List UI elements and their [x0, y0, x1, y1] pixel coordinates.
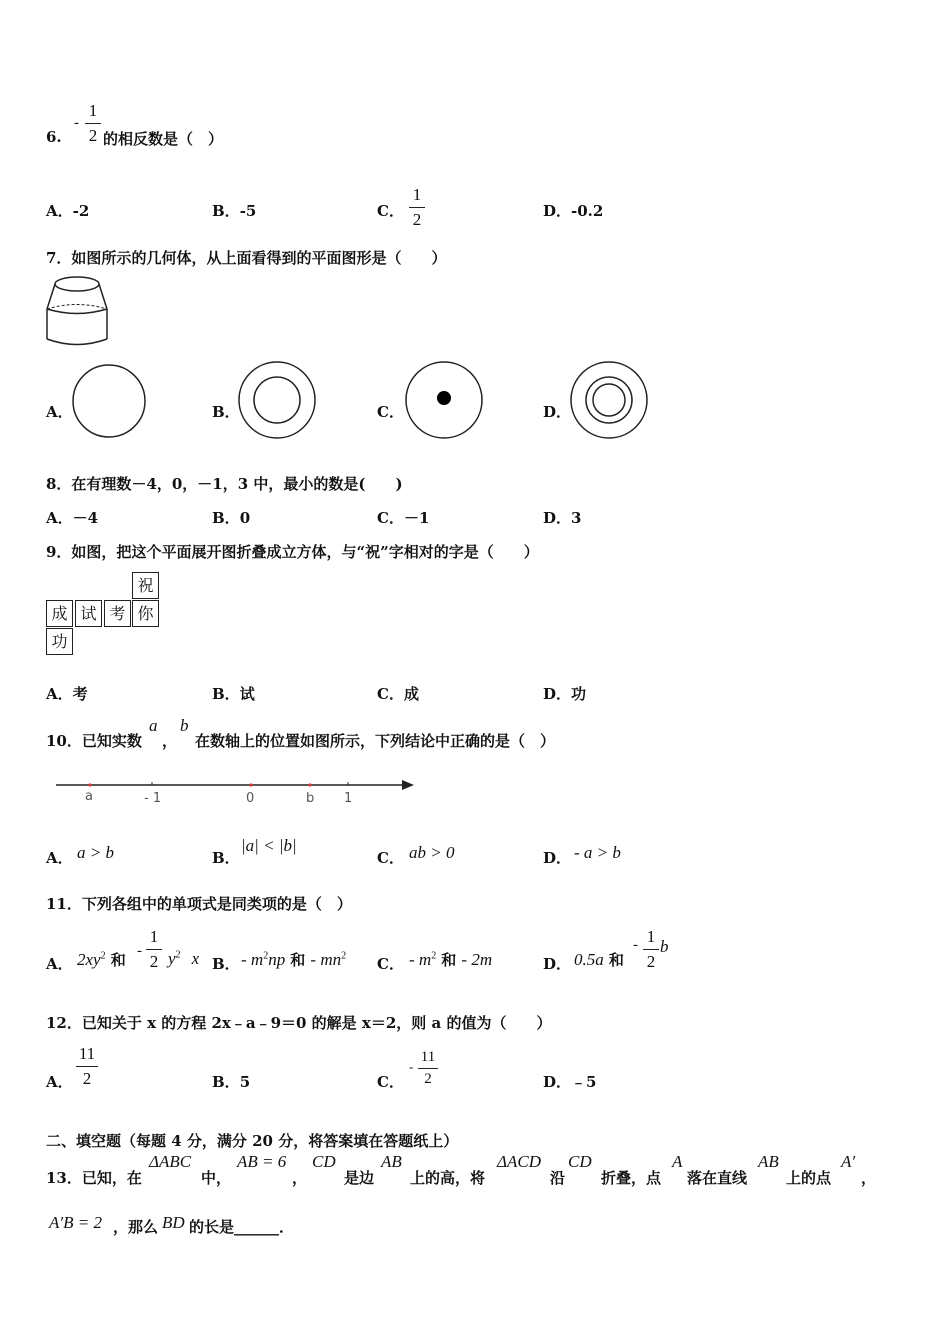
q10-number: 10．已知实数	[46, 732, 142, 750]
q10-option-b-expr[interactable]: |a| < |b|	[241, 836, 297, 855]
q8-option-b[interactable]: B．0	[212, 509, 251, 527]
q12-option-d[interactable]: D．﹣5	[543, 1073, 597, 1091]
q11-option-d-var: b	[660, 937, 669, 956]
number-line	[54, 775, 424, 811]
q10-var-a: a	[149, 716, 158, 735]
q8-option-c[interactable]: C．－1	[377, 509, 430, 527]
q6-frac-den: 2	[88, 126, 98, 145]
q6-option-a[interactable]: A．-2	[46, 202, 90, 220]
q7-option-b-label[interactable]: B．	[212, 403, 240, 421]
q10-option-c-label[interactable]: C．	[377, 849, 404, 867]
q12-stem: 12．已知关于 x 的方程 2x﹣a﹣9＝0 的解是 x＝2，则 a 的值为（ ）	[46, 1014, 552, 1032]
q10-sep: ，	[162, 732, 178, 750]
q11-option-b-label[interactable]: B．	[212, 955, 240, 973]
q6-frac-num: 1	[88, 101, 98, 120]
q13-var-bd: BD	[162, 1213, 185, 1232]
q7-option-a-label[interactable]: A．	[46, 403, 73, 421]
net-cell-cheng: 成	[46, 600, 73, 627]
q11-option-c-expr[interactable]: - $m^2$ 和 - 2m	[409, 950, 493, 969]
q7-stem: 7．如图所示的几何体，从上面看得到的平面图形是（ ）	[46, 249, 447, 267]
q11-option-d-neg: -	[633, 937, 638, 953]
q6-option-c-fraction: 1 2	[409, 185, 425, 230]
q10-option-b-label[interactable]: B．	[212, 849, 240, 867]
axis-label-a: a	[85, 789, 93, 804]
q9-option-b[interactable]: B．试	[212, 685, 255, 703]
q7-option-b-concentric-icon[interactable]	[237, 360, 317, 440]
q11-option-a-fraction: 1 2	[146, 927, 162, 972]
q11-option-b-expr[interactable]: - $m^2np$ 和 - $mn^2$	[241, 950, 347, 969]
q9-option-a[interactable]: A．考	[46, 685, 88, 703]
q13-line-2-text: ，那么	[113, 1218, 159, 1236]
q7-option-d-triple-circle-icon[interactable]	[569, 360, 649, 440]
q10-var-b: b	[180, 716, 189, 735]
q11-option-d-label[interactable]: D．	[543, 955, 572, 973]
q12-option-a-fraction[interactable]: 11 2	[76, 1044, 98, 1089]
net-cell-zhu: 祝	[132, 572, 159, 599]
q10-option-a-expr[interactable]: a > b	[77, 843, 114, 862]
q11-option-d-expr[interactable]: 0.5a 和	[574, 950, 624, 969]
frustum-cylinder-figure	[44, 274, 110, 350]
q9-option-d[interactable]: D．功	[543, 685, 587, 703]
q7-option-c-label[interactable]: C．	[377, 403, 404, 421]
q11-option-d-fraction: 1 2	[643, 927, 659, 972]
q10-option-a-label[interactable]: A．	[46, 849, 73, 867]
q12-option-a-label[interactable]: A．	[46, 1073, 73, 1091]
q10-option-d-expr[interactable]: - a > b	[574, 843, 621, 862]
net-cell-ni: 你	[132, 600, 159, 627]
q8-option-d[interactable]: D．3	[543, 509, 582, 527]
q11-option-a-label[interactable]: A．	[46, 955, 73, 973]
q6-stem: 的相反数是（ ）	[103, 130, 224, 148]
q11-option-a-neg: -	[137, 943, 142, 959]
q11-option-c-label[interactable]: C．	[377, 955, 404, 973]
q6-fraction	[85, 101, 101, 146]
q9-stem: 9．如图，把这个平面展开图折叠成立方体，与“祝”字相对的字是（ ）	[46, 543, 539, 561]
q9-option-c[interactable]: C．成	[377, 685, 419, 703]
net-cell-shi: 试	[75, 600, 102, 627]
section-2-title: 二、填空题（每题 4 分，满分 20 分，将答案填在答题纸上）	[46, 1132, 459, 1150]
axis-label-minus-one: - 1	[144, 791, 162, 806]
q11-option-a-tail: $y^2$ x	[168, 949, 200, 968]
q11-option-a-expr[interactable]: $2xy^2$ 和	[77, 950, 126, 969]
q10-option-c-expr[interactable]: ab > 0	[409, 843, 455, 862]
q6-option-c-label[interactable]: C．	[377, 202, 404, 220]
net-cell-gong: 功	[46, 628, 73, 655]
q6-option-d[interactable]: D．-0.2	[543, 202, 604, 220]
q6-neg-sign: -	[74, 115, 79, 131]
q10-option-d-label[interactable]: D．	[543, 849, 572, 867]
q8-option-a[interactable]: A．－4	[46, 509, 99, 527]
q11-stem: 11．下列各组中的单项式是同类项的是（ ）	[46, 895, 352, 913]
q6-option-b[interactable]: B．-5	[212, 202, 257, 220]
q12-option-b[interactable]: B．5	[212, 1073, 251, 1091]
q8-stem: 8．在有理数－4，0，－1，3 中，最小的数是( )	[46, 475, 403, 493]
net-cell-kao: 考	[104, 600, 131, 627]
q6-number: 6.	[46, 128, 62, 146]
q13-answer-blank[interactable]: 的长是______．	[189, 1218, 295, 1236]
q12-option-c-neg: -	[409, 1059, 414, 1074]
q10-stem: 在数轴上的位置如图所示，下列结论中正确的是（ ）	[195, 732, 556, 750]
q7-option-d-label[interactable]: D．	[543, 403, 572, 421]
q12-option-c-label[interactable]: C．	[377, 1073, 404, 1091]
q13-line-2-math: A′B = 2	[49, 1213, 102, 1232]
axis-label-b: b	[306, 791, 315, 806]
q12-option-c-fraction[interactable]: 11 2	[418, 1049, 438, 1088]
axis-label-one: 1	[344, 791, 353, 806]
q7-option-a-circle-icon[interactable]	[71, 363, 147, 439]
axis-label-zero: 0	[246, 791, 255, 806]
q7-option-c-dot-circle-icon[interactable]	[404, 360, 484, 440]
